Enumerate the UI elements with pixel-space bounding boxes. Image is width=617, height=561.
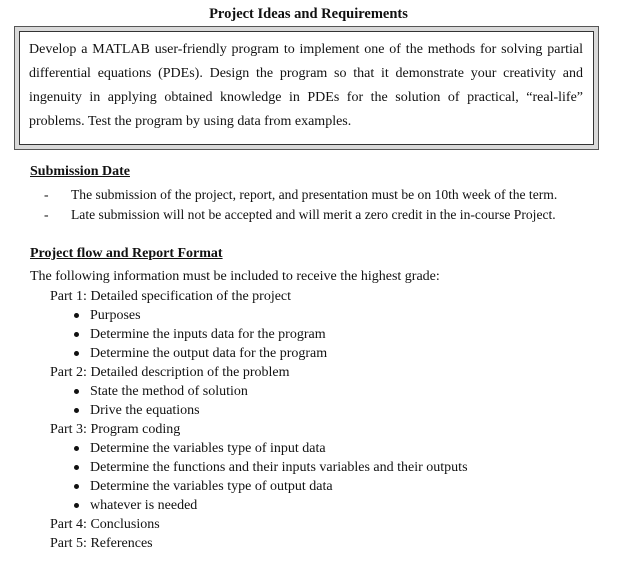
bullet-item bbox=[50, 458, 610, 477]
bullet-dot bbox=[74, 351, 79, 356]
part-label: Part 2: Detailed description of the problem bbox=[50, 365, 290, 380]
requirements-box bbox=[14, 26, 599, 150]
part-block bbox=[50, 534, 610, 553]
bullet-dot bbox=[74, 446, 79, 451]
bullet-text: Determine the inputs data for the program bbox=[90, 327, 326, 342]
part-block bbox=[50, 287, 610, 363]
part-bullets bbox=[50, 439, 610, 515]
bullet-item bbox=[50, 439, 610, 458]
bullet-text: State the method of solution bbox=[90, 384, 248, 399]
bullet-item bbox=[50, 496, 610, 515]
bullet-dot bbox=[74, 313, 79, 318]
bullet-dot bbox=[74, 465, 79, 470]
part-block bbox=[50, 363, 610, 420]
bullet-item bbox=[50, 306, 610, 325]
submission-item bbox=[44, 185, 604, 205]
submission-item bbox=[44, 205, 604, 225]
bullet-text: Drive the equations bbox=[90, 403, 200, 418]
part-block bbox=[50, 420, 610, 515]
bullet-text: Purposes bbox=[90, 308, 141, 323]
submission-heading: Submission Date bbox=[30, 164, 130, 179]
part-label: Part 1: Detailed specification of the project bbox=[50, 289, 292, 304]
part-label: Part 5: References bbox=[50, 536, 153, 551]
bullet-dot bbox=[74, 408, 79, 413]
dash-marker: - bbox=[44, 187, 49, 202]
part-block bbox=[50, 515, 610, 534]
bullet-dot bbox=[74, 484, 79, 489]
submission-item-text: The submission of the project, report, and presentation must be on 10th week of the term. bbox=[71, 187, 558, 202]
submission-item-text: Late submission will not be accepted and will merit a zero credit in the in-course Project. bbox=[71, 207, 556, 222]
bullet-dot bbox=[74, 503, 79, 508]
bullet-item bbox=[50, 477, 610, 496]
requirements-box-inner bbox=[19, 31, 594, 145]
part-label: Part 3: Program coding bbox=[50, 422, 181, 437]
submission-list bbox=[44, 185, 604, 225]
dash-marker: - bbox=[44, 207, 49, 222]
flow-intro: The following information must be included to receive the highest grade: bbox=[30, 269, 440, 284]
bullet-item bbox=[50, 344, 610, 363]
bullet-text: Determine the variables type of input data bbox=[90, 441, 326, 456]
document-title: Project Ideas and Requirements bbox=[209, 6, 408, 22]
parts-list bbox=[50, 287, 610, 553]
bullet-text: whatever is needed bbox=[90, 498, 198, 513]
bullet-item bbox=[50, 325, 610, 344]
bullet-text: Determine the functions and their inputs variables and their outputs bbox=[90, 460, 468, 475]
bullet-text: Determine the output data for the program bbox=[90, 346, 328, 361]
flow-heading: Project flow and Report Format bbox=[30, 246, 223, 261]
bullet-dot bbox=[74, 389, 79, 394]
bullet-item bbox=[50, 401, 610, 420]
bullet-item bbox=[50, 382, 610, 401]
bullet-text: Determine the variables type of output data bbox=[90, 479, 333, 494]
part-bullets bbox=[50, 306, 610, 363]
part-label: Part 4: Conclusions bbox=[50, 517, 160, 532]
bullet-dot bbox=[74, 332, 79, 337]
part-bullets bbox=[50, 382, 610, 420]
requirements-text: Develop a MATLAB user-friendly program to implement one of the methods for solving partial differential equations (PDEs). Design the program so that it demonstrate your creativity and ingenuity in applying obtained knowledge in PDEs for the solution of practical, “real-life” problems. Test the program by using data from examples. bbox=[29, 42, 583, 129]
